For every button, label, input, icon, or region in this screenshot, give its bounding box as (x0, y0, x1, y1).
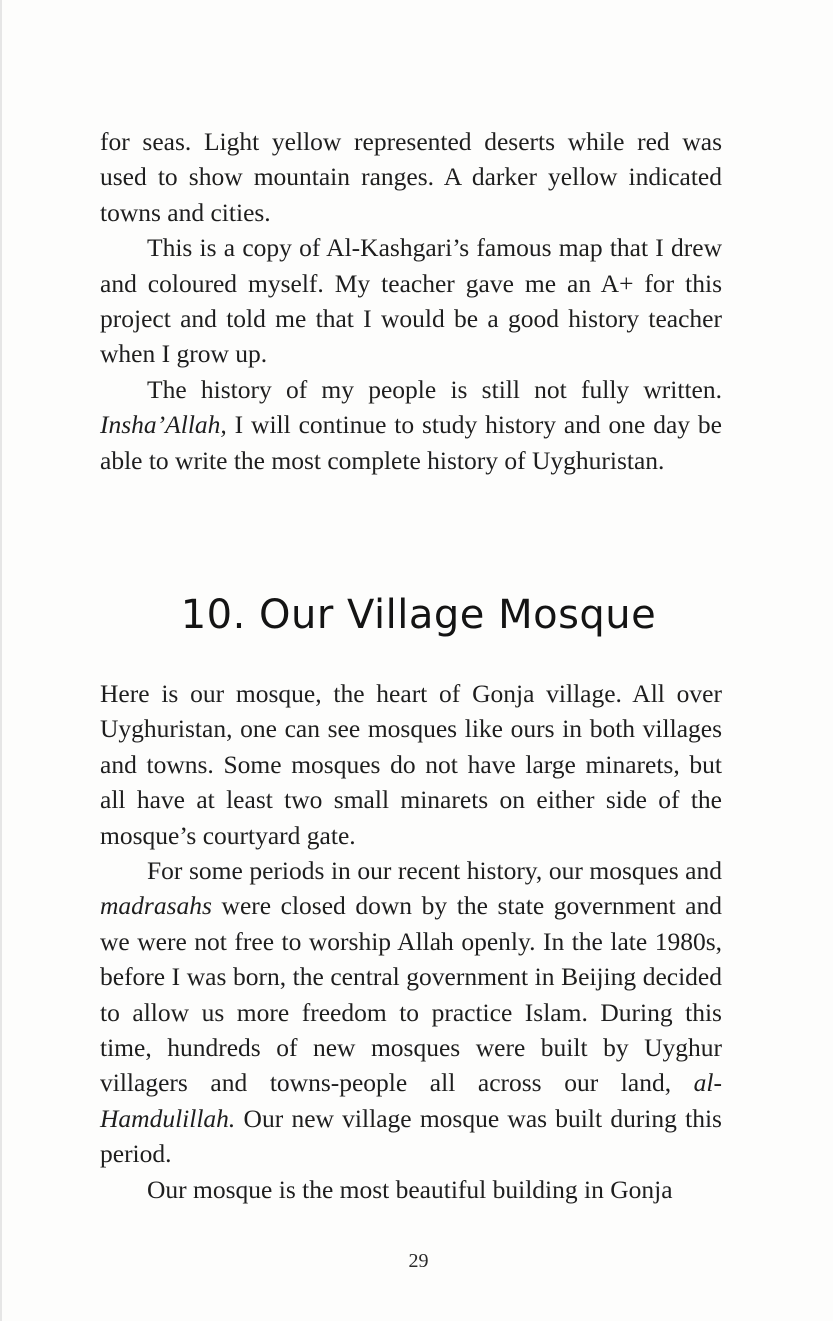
madrasahs-italic: madrasahs (100, 891, 212, 921)
recent-history-start: For some periods in our recent history, our mosques and (147, 856, 722, 886)
chapter-number: 10. (180, 592, 246, 638)
bottom-text-block (100, 676, 722, 1207)
top-text-block (100, 124, 722, 478)
insha-allah-italic: Insha’Allah, (100, 410, 227, 440)
paragraph-continued: for seas. Light yellow represented deserts while red was used to show mountain ranges. A darker yellow indicated towns and cities. (100, 127, 722, 227)
recent-history-end: Our new village mosque was built during this period. (100, 1103, 722, 1169)
recent-history-middle: were closed down by the state government and we were not free to worship Allah openly. In the late 1980s, before I was born, the central government in Beijing decided to allow us more freedom to practice Islam. During this time, hundreds of new mosques were built by Uyghur villagers and towns-people all across our land, (100, 891, 722, 1098)
paragraph-beautiful-building: Our mosque is the most beautiful building in Gonja (147, 1174, 673, 1204)
chapter-title-text: Our Village Mosque (259, 592, 657, 638)
paragraph-map-copy: This is a copy of Al-Kashgari’s famous map that I drew and coloured myself. My teacher gave me an A+ for this project and told me that I would be a good history teacher when I grow up. (100, 233, 722, 369)
history-text-end: I will continue to study history and one day be able to write the most complete history of Uyghuristan. (100, 410, 722, 475)
paragraph-history (100, 372, 722, 478)
history-text-start: The history of my people is still not fully written. (147, 374, 722, 404)
al-hamdulillah-italic: al-Hamdulillah. (100, 1068, 722, 1133)
page-number: 29 (408, 1250, 429, 1272)
chapter-heading (2, 592, 833, 638)
paragraph-mosque-intro: Here is our mosque, the heart of Gonja village. All over Uyghuristan, one can see mosques like ours in both villages and towns. Some mosques do not have large minarets, but all have at least two small minarets on either side of the mosque’s courtyard gate. (100, 679, 722, 850)
paragraph-recent-history (100, 853, 722, 1172)
